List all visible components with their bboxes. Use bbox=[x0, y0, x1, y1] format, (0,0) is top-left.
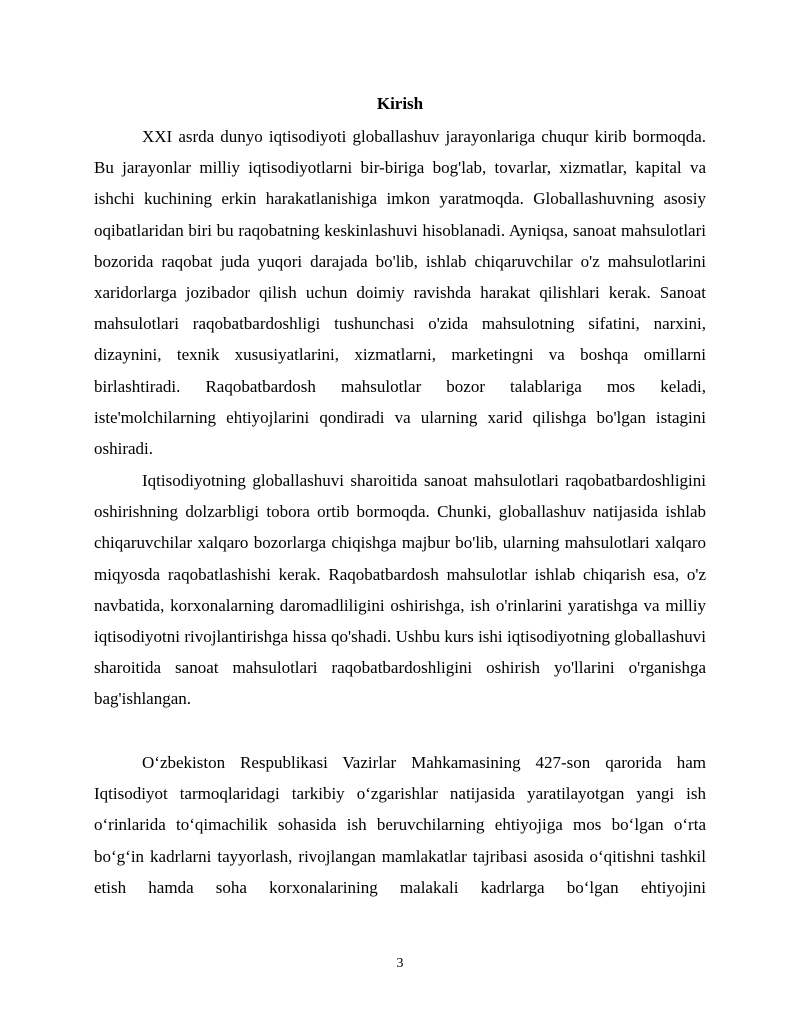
page-number: 3 bbox=[396, 956, 404, 971]
paragraph-2: Iqtisodiyotning globallashuvi sharoitida sanoat mahsulotlari raqobatbardoshligini oshirishning dolzarbligi tobora ortib bormoqda. Chunki, globallashuv natijasida ishlab chiqaruvchilar xalqaro bozorlarga chiqishga majbur bo'lib, ularning mahsulotlari xalqaro miqyosda raqobatlashishi kerak. Raqobatbardosh mahsulotlar ishlab chiqarish esa, o'z navbatida, korxonalarning daromadliligini oshirishga, ish o'rinlarini yaratishga va milliy iqtisodiyotni rivojlantirishga hissa qo'shadi. Ushbu kurs ishi iqtisodiyotning globallashuvi sharoitida sanoat mahsulotlari raqobatbardoshligini oshirish yo'llarini o'rganishga bag'ishlangan. bbox=[94, 471, 706, 709]
section-heading: Kirish bbox=[376, 94, 424, 113]
paragraph-1: XXI asrda dunyo iqtisodiyoti globallashuv jarayonlariga chuqur kirib bormoqda. Bu jarayonlar milliy iqtisodiyotlarni bir-biriga bog'lab, tovarlar, xizmatlar, kapital va ishchi kuchining erkin harakatlanishiga imkon yaratmoqda. Globallashuvning asosiy oqibatlaridan biri bu raqobatning keskinlashuvi hisoblanadi. Ayniqsa, sanoat mahsulotlari bozorida raqobat juda yuqori darajada bo'lib, ishlab chiqaruvchilar o'z mahsulotlarini xaridorlarga jozibador qilish uchun doimiy ravishda harakat qilishlari kerak. Sanoat mahsulotlari raqobatbardoshligi tushunchasi o'zida mahsulotning sifatini, narxini, dizaynini, texnik xususiyatlarini, xizmatlarni, marketingni va boshqa omillarni birlashtiradi. Raqobatbardosh mahsulotlar bozor talablariga mos keladi, iste'molchilarning ehtiyojlarini qondiradi va ularning xarid qilishga bo'lgan istagini oshiradi. bbox=[94, 127, 706, 459]
paragraph-3: O‘zbekiston Respublikasi Vazirlar Mahkamasining 427-son qarorida ham Iqtisodiyot tarmoqlaridagi tarkibiy o‘zgarishlar natijasida yaratilayotgan yangi ish o‘rinlarida to‘qimachilik sohasida ish beruvchilarning ehtiyojiga mos bo‘lgan o‘rta bo‘g‘in kadrlarni tayyorlash, rivojlangan mamlakatlar tajribasi asosida o‘qitishni tashkil etish hamda soha korxonalarining malakali kadrlarga bo‘lgan ehtiyojini bbox=[94, 753, 706, 897]
